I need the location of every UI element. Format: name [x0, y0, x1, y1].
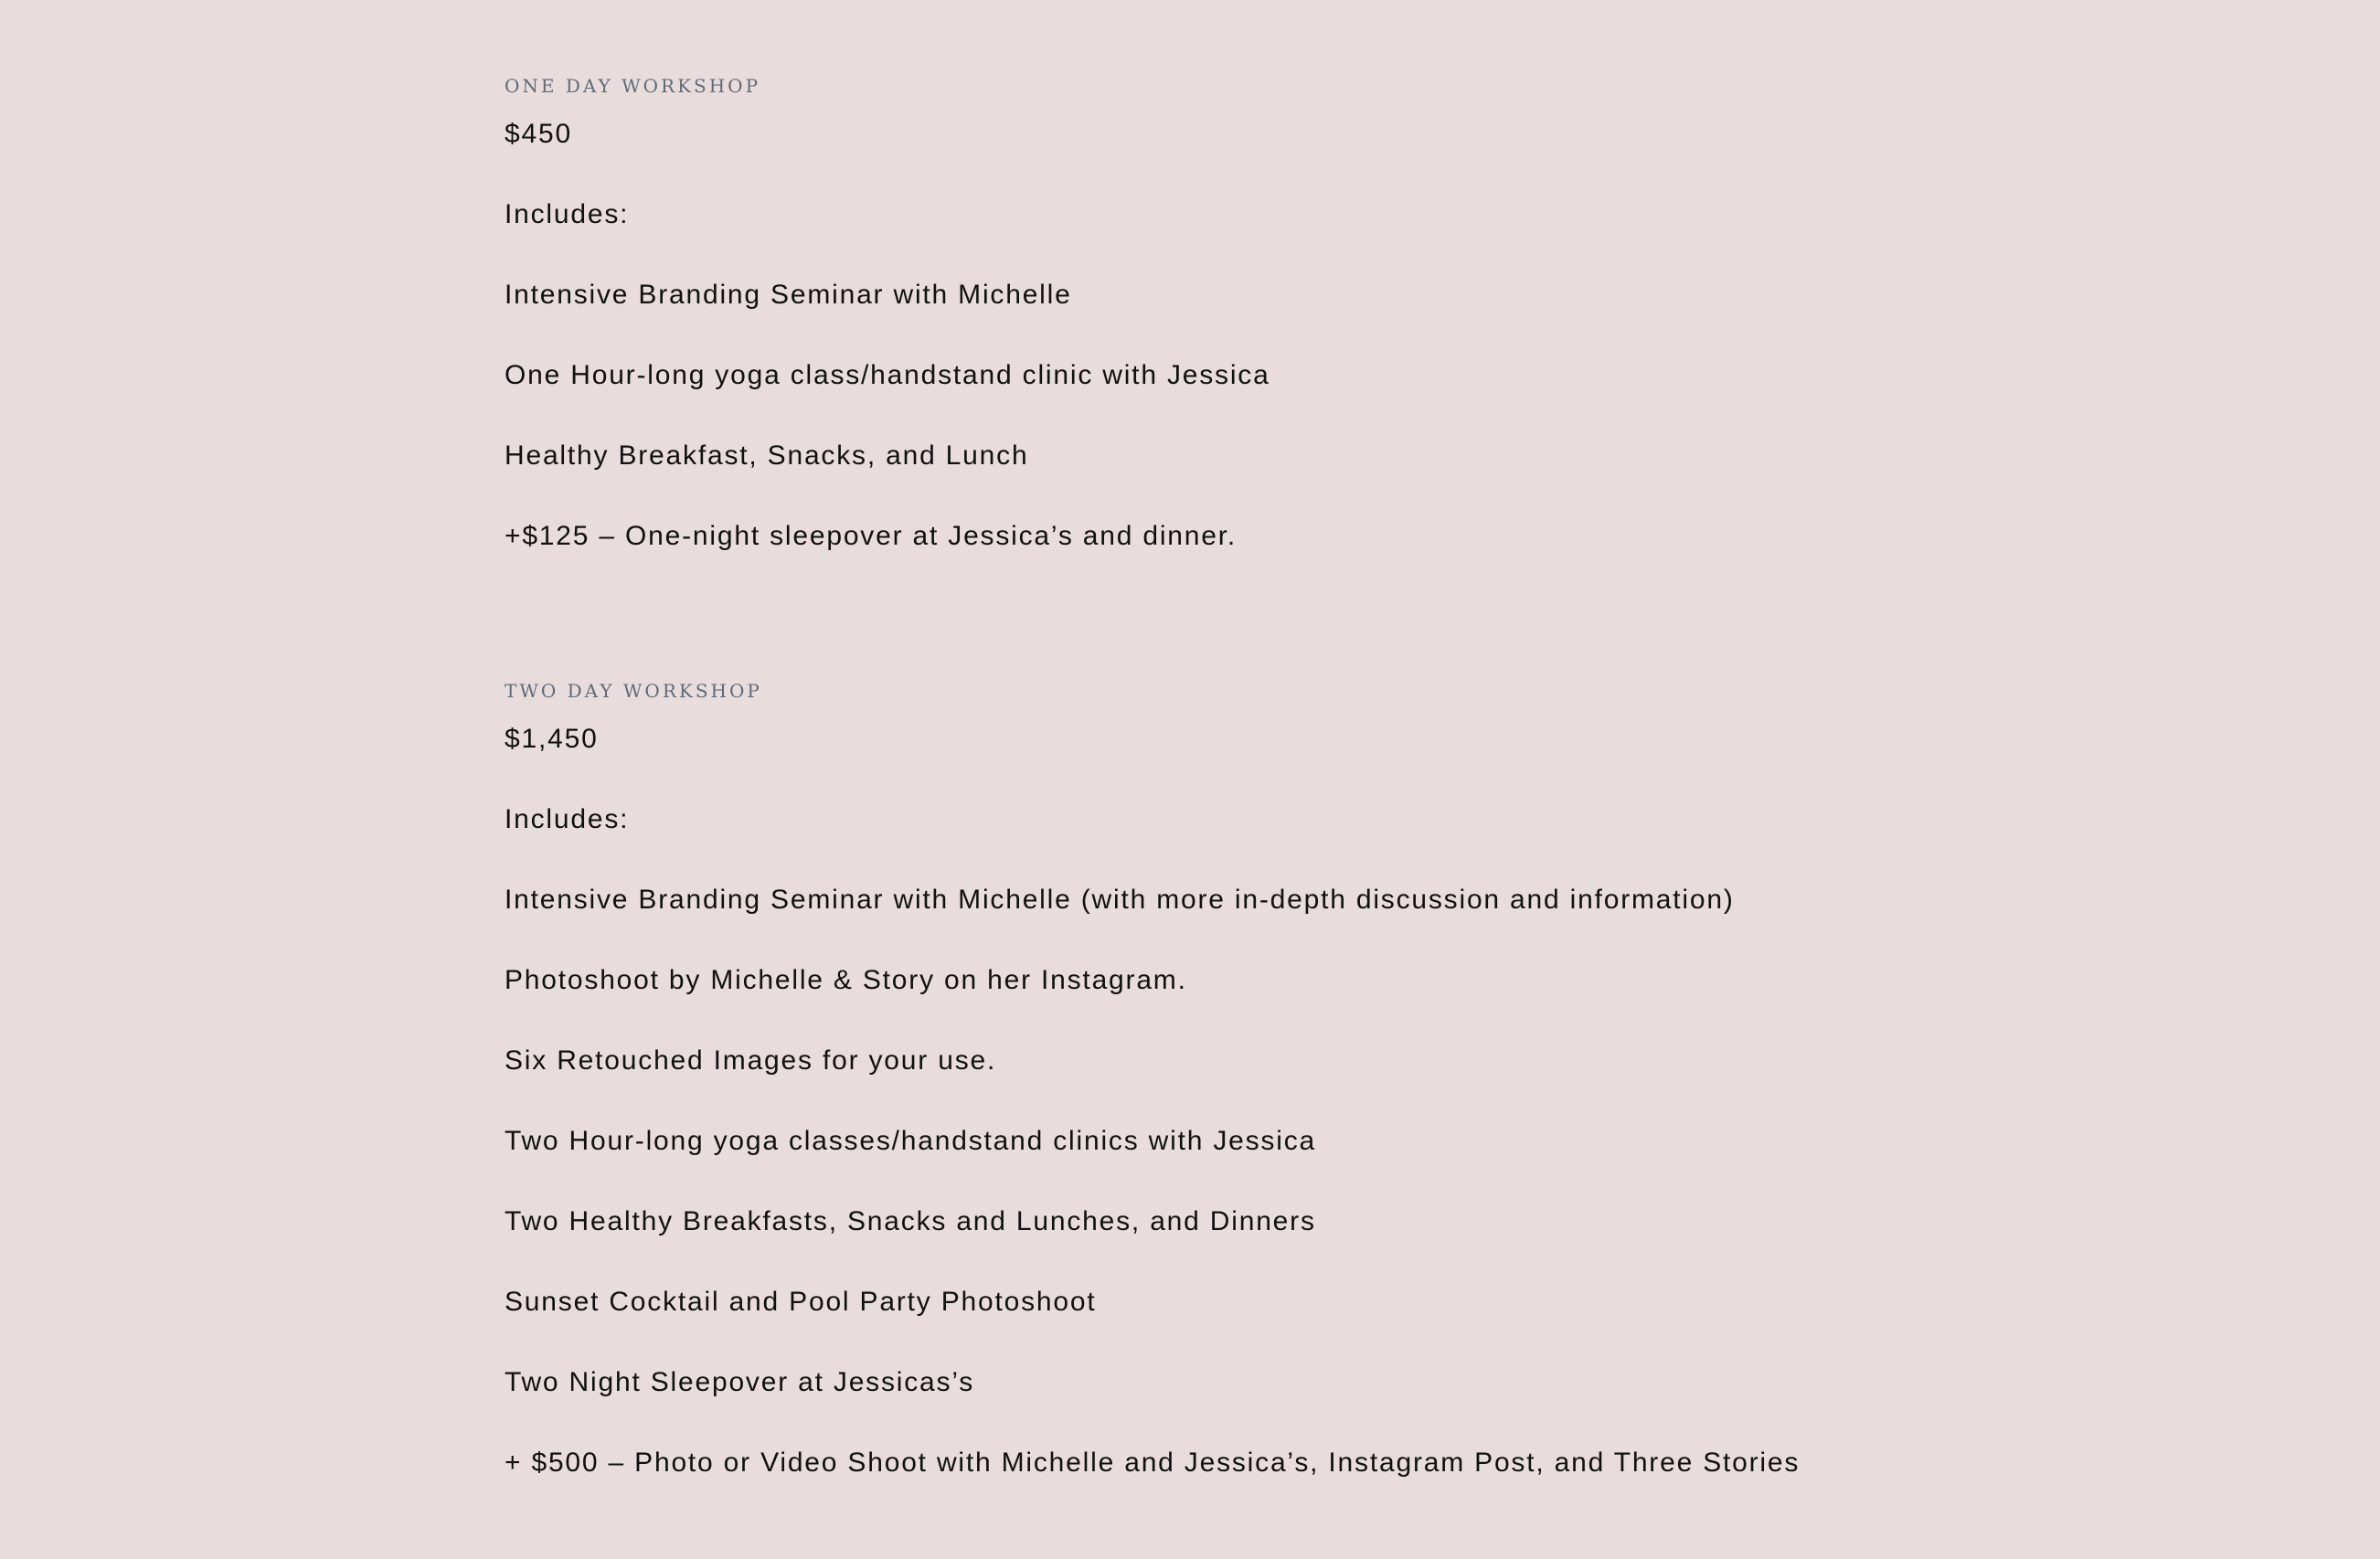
include-item: Six Retouched Images for your use.: [505, 1045, 997, 1076]
include-item: Intensive Branding Seminar with Michelle: [505, 280, 1072, 310]
includes-label: Includes:: [505, 804, 630, 834]
include-item: Two Night Sleepover at Jessicas’s: [505, 1367, 975, 1397]
workshop-title: ONE DAY WORKSHOP: [505, 75, 761, 97]
include-item: Sunset Cocktail and Pool Party Photoshoot: [505, 1287, 1097, 1317]
addon-item: + $500 – Photo or Video Shoot with Michelle and Jessica’s, Instagram Post, and Three Stories: [505, 1448, 1801, 1478]
include-item: Photoshoot by Michelle & Story on her Instagram.: [505, 965, 1187, 995]
include-item: One Hour-long yoga class/handstand clinic with Jessica: [505, 360, 1270, 390]
include-item: Healthy Breakfast, Snacks, and Lunch: [505, 440, 1029, 471]
includes-label: Includes:: [505, 199, 630, 229]
include-item: Two Healthy Breakfasts, Snacks and Lunches, and Dinners: [505, 1206, 1316, 1236]
workshop-price: $1,450: [505, 724, 599, 754]
include-item: Intensive Branding Seminar with Michelle (with more in-depth discussion and information): [505, 885, 1735, 915]
workshop-title: TWO DAY WORKSHOP: [505, 680, 762, 702]
include-item: Two Hour-long yoga classes/handstand clinics with Jessica: [505, 1126, 1316, 1156]
addon-item: +$125 – One-night sleepover at Jessica’s and dinner.: [505, 521, 1238, 551]
workshop-price: $450: [505, 119, 572, 149]
